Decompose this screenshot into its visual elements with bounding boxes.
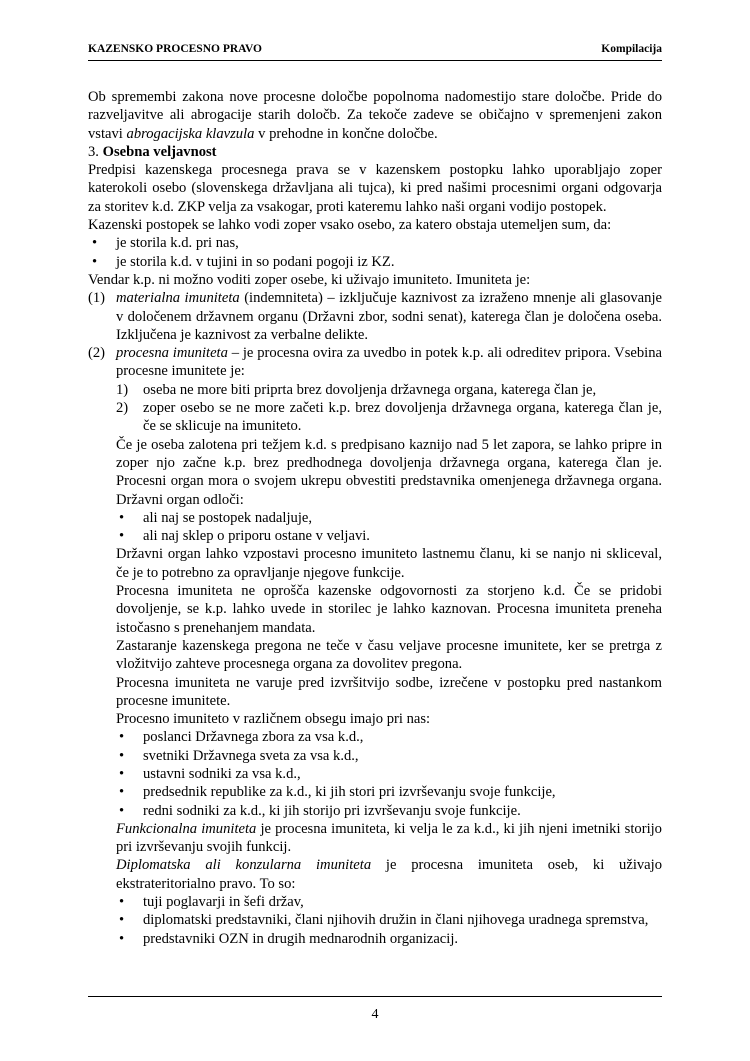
paragraph: Vendar k.p. ni možno voditi zoper osebe, ki uživajo imuniteto. Imuniteta je: [88,271,531,288]
page-body [88,88,662,948]
item-marker: (1) [88,290,106,307]
paragraph: Kazenski postopek se lahko vodi zoper vsako osebo, za katero obstaja utemeljen sum, da: [88,217,612,234]
list-item: • diplomatski predstavniki, člani njihovih družin in člani njihovega uradnega spremstva, [119,912,649,929]
item-marker: 1) [116,381,129,398]
paragraph: Če je oseba zalotena pri težjem k.d. s predpisano kaznijo nad 5 let zapora, se lahko pripre in zoper njo začne k.p. brez predhodnega dovoljenja državnega organa, katerega član je. Procesni organ mora o svojem ukrepu obvestiti predstavnika omenjenega državnega organa. Državni organ odloči: [116,436,662,508]
paragraph: Procesno imuniteto v različnem obsegu imajo pri nas: [116,711,431,728]
bullet-icon: • [92,235,98,252]
numbered-item-1: (1) materialna imuniteta (indemniteta) – izključuje kaznivost za izraženo mnenje ali glasovanje v določenem državnem organu (Državni zbor, sodni senat), katerega član je določena oseba. Izključena je kaznivost za verbalne delikte. [88,290,662,343]
paragraph: Predpisi kazenskega procesnega prava se v kazenskem postopku lahko uporabljajo zoper katerokoli osebo (slovenskega državljana ali tujca), ki pred našimi procesnimi organi odgovarja za storitev k.d. ZKP velja za vsakogar, proti kateremu lahko naši organi vodijo postopek. [88,162,662,215]
list-item: • ustavni sodniki za vsa k.d., [119,765,301,782]
list-item: • tuji poglavarji in šefi držav, [119,894,304,911]
list-item: • svetniki Državnega sveta za vsa k.d., [119,747,359,764]
intro-paragraph: Ob spremembi zakona nove procesne določbe popolnoma nadomestijo stare določbe. Pride do razveljavitve ali abrogacije starih določb. Za tekoče zadeve se običajno v spremenjeni zakon vstavi abrogacijska klavzula v prehodne in končne določbe. [88,89,662,142]
section-title: Osebna veljavnost [102,143,217,160]
paragraph: Zastaranje kazenskega pregona ne teče v času veljave procesne imunitete, ker se pretrga z vložitvijo zahteve procesnega organa za dovolitev pregona. [116,637,662,673]
emphasis: abrogacijska klavzula [126,125,255,142]
footer-rule [88,996,662,997]
page-number: 4 [371,1007,379,1022]
paragraph: Državni organ lahko vzpostavi procesno imuniteto lastnemu članu, ki se nanjo ni skliceval, če je to potrebno za opravljanje njegove funkcije. [116,546,662,581]
sub-item: 1) oseba ne more biti priprta brez dovoljenja državnega organa, katerega član je, [116,381,597,398]
paragraph: Funkcionalna imuniteta je procesna imuniteta, ki velja le za k.d., ki jih njeni imetniki storijo pri izvrševanju svojih funkcij. [116,820,662,856]
paragraph: Diplomatska ali konzularna imuniteta je procesna imuniteta oseb, ki uživajo ekstrateritorialno pravo. To so: [116,857,662,892]
item-marker: (2) [88,345,106,362]
list-item: • poslanci Državnega zbora za vsa k.d., [119,729,364,746]
list-item: • je storila k.d. v tujini in so podani pogoji iz KZ. [92,253,395,270]
bullet-icon: • [119,729,125,746]
bullet-icon: • [119,894,125,911]
bullet-icon: • [119,765,125,782]
list-item: • predsednik republike za k.d., ki jih stori pri izvrševanju svoje funkcije, [119,784,556,801]
numbered-item-2: (2) procesna imuniteta – je procesna ovira za uvedbo in potek k.p. ali odreditev pripora. Vsebina procesne imunitete je: [88,345,663,380]
term: Diplomatska ali konzularna imuniteta [116,857,372,874]
bullet-icon: • [119,784,125,801]
bullet-icon: • [119,509,125,526]
bullet-icon: • [119,912,125,929]
list-item: • redni sodniki za k.d., ki jih storijo pri izvrševanju svoje funkcije. [119,802,521,819]
bullet-icon: • [119,747,125,764]
section-heading: 3. Osebna veljavnost [88,143,217,160]
bullet-icon: • [92,253,98,270]
bullet-icon: • [119,802,125,819]
list-item: • ali naj se postopek nadaljuje, [119,509,312,526]
bullet-icon: • [119,930,125,947]
header-label: Kompilacija [601,43,662,55]
item-marker: 2) [116,400,129,417]
list-item: • je storila k.d. pri nas, [92,235,239,252]
paragraph: Procesna imuniteta ne oprošča kazenske odgovornosti za storjeno k.d. Če se pridobi dovoljenje, se k.p. lahko uvede in storilec je lahko kaznovan. Procesna imuniteta preneha istočasno s prenehanjem mandata. [116,583,662,636]
list-item: • ali naj sklep o priporu ostane v veljavi. [119,528,370,545]
term: materialna imuniteta [116,290,240,307]
header-rule [88,60,662,61]
sub-item: 2) zoper osebo se ne more začeti k.p. brez dovoljenja državnega organa, katerega član je, če se sklicuje na imuniteto. [116,400,662,435]
page-header [88,43,662,59]
list-item: • predstavniki OZN in drugih mednarodnih organizacij. [119,930,459,947]
term: Funkcionalna imuniteta [116,820,257,837]
term: procesna imuniteta [116,345,228,362]
bullet-icon: • [119,528,125,545]
header-title: KAZENSKO PROCESNO PRAVO [88,43,262,55]
paragraph: Procesna imuniteta ne varuje pred izvršitvijo sodbe, izrečene v postopku pred nastankom procesne imunitete. [116,674,662,709]
